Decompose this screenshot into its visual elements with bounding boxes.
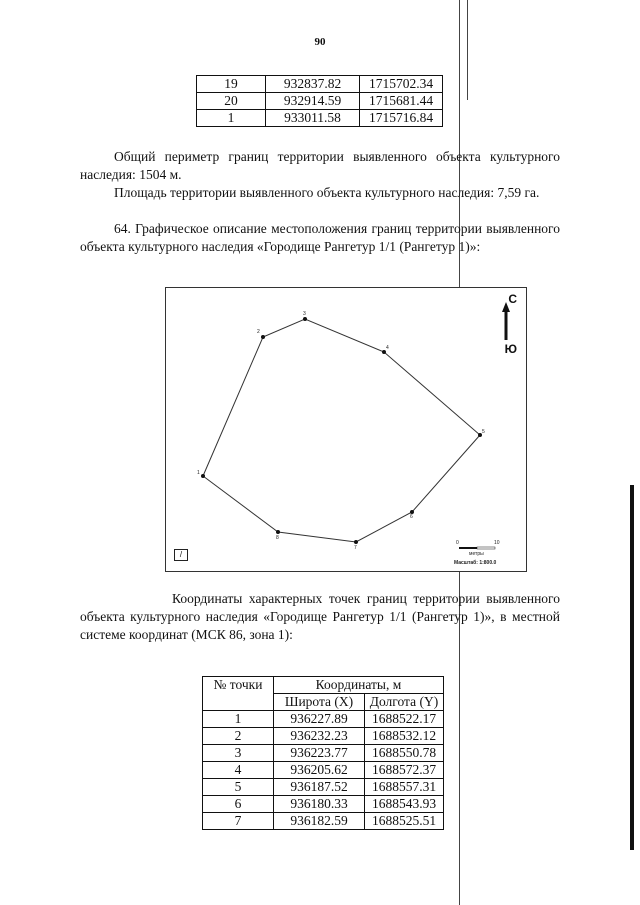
table-row <box>203 711 444 728</box>
y-cell: 1688550.78 <box>365 745 444 762</box>
y-cell: 1715702.34 <box>360 76 443 93</box>
scale-bar-light <box>477 547 495 549</box>
perimeter-paragraph: Общий периметр границ территории выявленного объекта культурного наследия: 1504 м. <box>80 149 560 182</box>
y-cell: 1688572.37 <box>365 762 444 779</box>
scale-label: Масштаб: 1:800.0 <box>454 560 497 566</box>
x-cell: 936187.52 <box>274 779 365 796</box>
north-label: С <box>508 292 517 306</box>
scale-start: 0 <box>456 540 459 546</box>
point-cell: 7 <box>203 813 274 830</box>
vertex-marker <box>201 474 205 478</box>
page-number: 90 <box>314 36 326 48</box>
x-cell: 936227.89 <box>274 711 365 728</box>
legend-symbol: / <box>174 549 188 561</box>
x-cell: 936232.23 <box>274 728 365 745</box>
coords-intro-paragraph: Координаты характерных точек границ территории выявленного объекта культурного наследия «Городище Рангетур 1/1 (Рангетур 1)», в местной системе координат (МСК 86, зона 1): <box>80 591 560 642</box>
vertex-marker <box>354 540 358 544</box>
vertex-label: 4 <box>386 345 389 351</box>
scale-bar-dark <box>459 547 477 549</box>
x-cell: 936182.59 <box>274 813 365 830</box>
top-coords-table <box>196 75 443 127</box>
point-cell: 1 <box>203 711 274 728</box>
lat-header: Широта (X) <box>274 694 365 711</box>
scale-end: 10 <box>494 540 500 546</box>
point-cell: 1 <box>197 110 266 127</box>
point-cell: 19 <box>197 76 266 93</box>
scale-unit: метры <box>469 551 484 557</box>
vertex-marker <box>276 530 280 534</box>
south-label: Ю <box>504 342 517 356</box>
scan-line <box>630 485 634 850</box>
y-cell: 1715716.84 <box>360 110 443 127</box>
boundary-map <box>165 287 527 572</box>
section-64-paragraph: 64. Графическое описание местоположения границ территории выявленного объекта культурного наследия «Городище Рангетур 1/1 (Рангетур 1)»: <box>80 221 560 254</box>
table-row <box>203 745 444 762</box>
vertex-label: 3 <box>303 311 306 317</box>
x-cell: 932914.59 <box>266 93 360 110</box>
table-row <box>197 76 443 93</box>
lon-header: Долгота (Y) <box>365 694 444 711</box>
table-row <box>203 796 444 813</box>
point-cell: 5 <box>203 779 274 796</box>
table-row <box>203 762 444 779</box>
table-header-row <box>203 677 444 694</box>
y-cell: 1688522.17 <box>365 711 444 728</box>
vertex-label: 7 <box>354 545 357 551</box>
y-cell: 1688557.31 <box>365 779 444 796</box>
table-row <box>203 728 444 745</box>
point-cell: 6 <box>203 796 274 813</box>
vertex-marker <box>261 335 265 339</box>
point-cell: 4 <box>203 762 274 779</box>
vertex-label: 6 <box>410 514 413 520</box>
y-cell: 1715681.44 <box>360 93 443 110</box>
x-cell: 936180.33 <box>274 796 365 813</box>
coords-header: Координаты, м <box>274 677 444 694</box>
x-cell: 933011.58 <box>266 110 360 127</box>
vertex-label: 2 <box>257 329 260 335</box>
y-cell: 1688532.12 <box>365 728 444 745</box>
vertex-label: 1 <box>197 470 200 476</box>
coords-table <box>202 676 444 830</box>
point-header: № точки <box>203 677 274 711</box>
table-row <box>203 779 444 796</box>
point-cell: 2 <box>203 728 274 745</box>
vertex-label: 8 <box>276 535 279 541</box>
boundary-polygon-svg <box>166 288 526 571</box>
point-cell: 3 <box>203 745 274 762</box>
y-cell: 1688543.93 <box>365 796 444 813</box>
vertex-marker <box>303 317 307 321</box>
table-row <box>197 110 443 127</box>
vertex-label: 5 <box>482 429 485 435</box>
x-cell: 936205.62 <box>274 762 365 779</box>
scan-line <box>467 0 468 100</box>
x-cell: 932837.82 <box>266 76 360 93</box>
x-cell: 936223.77 <box>274 745 365 762</box>
boundary-polygon <box>203 319 480 542</box>
table-row <box>203 813 444 830</box>
y-cell: 1688525.51 <box>365 813 444 830</box>
table-row <box>197 93 443 110</box>
area-paragraph: Площадь территории выявленного объекта культурного наследия: 7,59 га. <box>114 185 540 200</box>
point-cell: 20 <box>197 93 266 110</box>
